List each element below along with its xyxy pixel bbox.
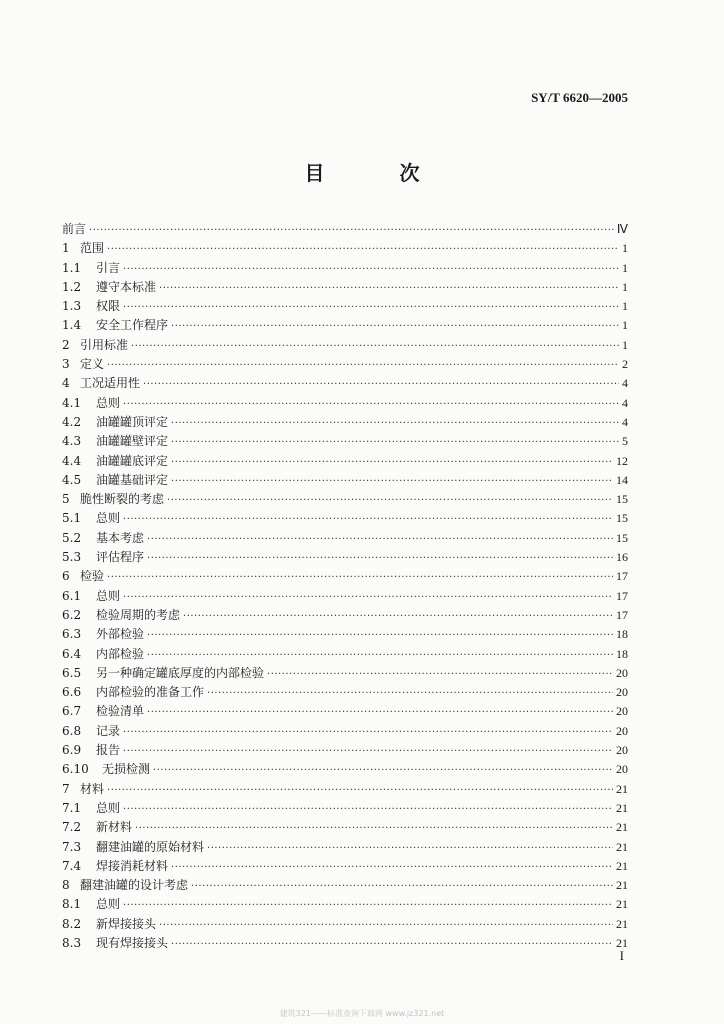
standard-code: SY/T 6620—2005 [531,90,628,105]
toc-entry-page: 20 [616,723,628,738]
toc-entry-page: 2 [622,357,628,372]
toc-entry[interactable] [62,915,628,934]
toc-entry[interactable] [62,548,628,567]
dot-leader [171,317,619,336]
toc-entry-label: 总则 [96,800,121,815]
toc-entry-label: 引言 [96,260,121,275]
toc-entry-page: 15 [616,530,628,545]
toc-entry-number: 6.3 [62,627,82,642]
toc-entry[interactable] [62,799,628,818]
dot-leader [123,896,613,915]
toc-entry[interactable] [62,432,628,451]
toc-entry-number: 2 [62,337,70,352]
toc-entry[interactable] [62,490,628,509]
toc-entry-page: 21 [616,839,628,854]
toc-entry-page: 17 [616,569,628,584]
dot-leader [191,877,613,896]
toc-entry[interactable] [62,355,628,374]
dot-leader [123,510,613,529]
toc-entry[interactable] [62,741,628,760]
toc-entry-page: 20 [616,704,628,719]
page-number: I [619,948,624,963]
toc-entry-page: 21 [616,878,628,893]
toc-entry-number: 4.3 [62,434,82,449]
toc-entry-number: 8 [62,878,70,893]
dot-leader [171,472,613,491]
toc-entry[interactable] [62,471,628,490]
toc-entry-label: 记录 [96,723,121,738]
toc-entry-label: 遵守本标准 [96,279,157,294]
toc-entry-number: 6.1 [62,588,82,603]
dot-leader [123,588,613,607]
toc-entry-label: 基本考虑 [96,530,145,545]
toc-entry-number: 1.3 [62,299,82,314]
toc-entry-label: 检验周期的考虑 [96,607,181,622]
toc-entry-page: 21 [616,858,628,873]
toc-entry[interactable] [62,838,628,857]
toc-entry-label: 新材料 [96,820,133,835]
toc-entry-page: 21 [616,897,628,912]
toc-entry-page: 15 [616,511,628,526]
dot-leader [171,433,619,452]
dot-leader [131,337,619,356]
toc-entry-number: 5.1 [62,511,82,526]
toc-entry-page: 21 [616,935,628,950]
toc-entry-label: 引用标准 [80,337,129,352]
toc-entry-label: 脆性断裂的考虑 [80,492,165,507]
toc-entry-label: 评估程序 [96,550,145,565]
toc-entry-label: 检验 [80,569,105,584]
toc-entry-label: 总则 [96,395,121,410]
dot-leader [123,298,619,317]
toc-entry[interactable] [62,220,628,239]
toc-entry-label: 前言 [62,222,87,236]
toc-entry-label: 外部检验 [96,627,145,642]
toc-entry[interactable] [62,606,628,625]
toc-entry[interactable] [62,567,628,586]
toc-entry-number: 6 [62,569,70,584]
toc-entry-page: 1 [622,299,628,314]
toc-entry[interactable] [62,645,628,664]
toc-entry-page: 21 [616,916,628,931]
toc-entry[interactable] [62,587,628,606]
dot-leader [107,240,619,259]
dot-leader [171,453,613,472]
dot-leader [171,935,613,954]
dot-leader [123,395,619,414]
toc-entry-label: 油罐罐顶评定 [96,414,169,429]
toc-entry-label: 报告 [96,743,121,758]
toc-entry-page: 4 [622,376,628,391]
toc-entry-number: 6.10 [62,762,89,777]
toc-entry-page: 15 [616,492,628,507]
toc-entry[interactable] [62,857,628,876]
toc-entry[interactable] [62,452,628,471]
toc-entry-label: 总则 [96,511,121,526]
toc-entry-label: 翻建油罐的原始材料 [96,839,205,854]
toc-entry-label: 范围 [80,241,105,256]
toc-entry-label: 定义 [80,357,105,372]
toc-entry-number: 1.1 [62,260,82,275]
toc-entry-label: 内部检验的准备工作 [96,685,205,700]
toc-entry-number: 8.2 [62,916,82,931]
dot-leader [267,665,613,684]
toc-entry[interactable] [62,934,628,953]
toc-entry-label: 安全工作程序 [96,318,169,333]
toc-entry-label: 油罐罐壁评定 [96,434,169,449]
toc-entry-page: 20 [616,743,628,758]
toc-entry[interactable] [62,818,628,837]
toc-entry-number: 5.2 [62,530,82,545]
toc-entry[interactable] [62,336,628,355]
toc-entry-page: 4 [622,414,628,429]
toc-entry-number: 4.1 [62,395,82,410]
toc-entry[interactable] [62,876,628,895]
toc-entry-number: 4.5 [62,472,82,487]
toc-entry-number: 4.4 [62,453,82,468]
toc-entry-page: 20 [616,685,628,700]
toc-entry-page: 18 [616,646,628,661]
toc-entry-label: 油罐罐底评定 [96,453,169,468]
toc-entry-number: 8.3 [62,935,82,950]
dot-leader [171,414,619,433]
toc-entry-number: 6.6 [62,685,82,700]
toc-entry-number: 5.3 [62,550,82,565]
toc-entry-number: 6.7 [62,704,82,719]
toc-entry-label: 另一种确定罐底厚度的内部检验 [96,665,265,680]
toc-entry-page: 1 [622,241,628,256]
toc-entry-label: 总则 [96,588,121,603]
toc-entry[interactable] [62,413,628,432]
watermark: 建筑321——标准查询下载网 www.jz321.net [279,1009,445,1018]
toc-entry-number: 4.2 [62,414,82,429]
dot-leader [123,800,613,819]
toc-entry[interactable] [62,702,628,721]
dot-leader [147,530,613,549]
dot-leader [207,684,613,703]
toc-entry-number: 1.2 [62,279,82,294]
dot-leader [167,491,613,510]
toc-entry[interactable] [62,297,628,316]
toc-entry-page: 21 [616,800,628,815]
toc-entry-label: 焊接消耗材料 [96,858,169,873]
dot-leader [107,781,613,800]
toc-entry-label: 油罐基础评定 [96,472,169,487]
toc-entry-number: 6.2 [62,607,82,622]
toc-entry-number: 6.9 [62,743,82,758]
toc-entry-number: 4 [62,376,70,391]
toc-entry-page: 12 [616,453,628,468]
toc-entry[interactable] [62,760,628,779]
toc-entry[interactable] [62,683,628,702]
toc-entry-number: 6.5 [62,665,82,680]
toc-entry[interactable] [62,239,628,258]
dot-leader [143,375,619,394]
toc-entry-page: 17 [616,607,628,622]
dot-leader [171,858,613,877]
toc-entry-page: 16 [616,550,628,565]
toc-entry-label: 材料 [80,781,105,796]
toc-entry-page: 1 [622,337,628,352]
toc-entry[interactable] [62,625,628,644]
toc-entry-number: 7.3 [62,839,82,854]
toc-entry-number: 7.2 [62,820,82,835]
page-title: 目 次 [304,161,454,185]
dot-leader [147,646,613,665]
toc-entry-label: 检验清单 [96,704,145,719]
toc-entry-page: Ⅳ [616,222,628,236]
toc-entry[interactable] [62,509,628,528]
dot-leader [123,742,613,761]
toc-entry-label: 翻建油罐的设计考虑 [80,878,189,893]
toc-entry-number: 7.4 [62,858,82,873]
toc-entry[interactable] [62,722,628,741]
dot-leader [123,260,619,279]
toc-entry[interactable] [62,374,628,393]
dot-leader [159,279,619,298]
toc-entry-label: 无损检测 [102,762,151,777]
toc-entry-number: 3 [62,357,70,372]
toc-entry-label: 总则 [96,897,121,912]
toc-entry-label: 权限 [96,299,121,314]
toc-entry-number: 1 [62,241,70,256]
toc-entry[interactable] [62,394,628,413]
dot-leader [107,356,619,375]
toc-entry-page: 1 [622,260,628,275]
toc-entry-page: 1 [622,318,628,333]
dot-leader [135,819,613,838]
dot-leader [147,703,613,722]
toc-entry-number: 6.8 [62,723,82,738]
toc-entry[interactable] [62,780,628,799]
toc-entry-number: 7.1 [62,800,82,815]
toc-entry-page: 20 [616,665,628,680]
toc-entry-number: 6.4 [62,646,82,661]
toc-entry-page: 1 [622,279,628,294]
toc-entry-label: 内部检验 [96,646,145,661]
dot-leader [147,626,613,645]
toc-entry-label: 现有焊接接头 [96,935,169,950]
toc-entry-number: 5 [62,492,70,507]
toc-entry[interactable] [62,529,628,548]
toc-entry[interactable] [62,664,628,683]
toc-entry-page: 17 [616,588,628,603]
dot-leader [123,723,613,742]
toc-entry-page: 4 [622,395,628,410]
dot-leader [159,916,613,935]
toc-entry-label: 工况适用性 [80,376,141,391]
toc-entry-page: 21 [616,820,628,835]
dot-leader [207,839,613,858]
toc-entry-label: 新焊接接头 [96,916,157,931]
dot-leader [153,761,613,780]
dot-leader [147,549,613,568]
dot-leader [107,568,613,587]
dot-leader [89,221,614,240]
toc-entry[interactable] [62,316,628,335]
toc-entry-page: 5 [622,434,628,449]
toc-entry-page: 14 [616,472,628,487]
toc-entry-page: 21 [616,781,628,796]
toc-entry-page: 20 [616,762,628,777]
toc-entry-page: 18 [616,627,628,642]
toc-entry-number: 8.1 [62,897,82,912]
toc-entry[interactable] [62,895,628,914]
toc-entry-number: 1.4 [62,318,82,333]
dot-leader [183,607,613,626]
toc-entry[interactable] [62,259,628,278]
toc-entry[interactable] [62,278,628,297]
table-of-contents [62,220,628,953]
toc-entry-number: 7 [62,781,70,796]
